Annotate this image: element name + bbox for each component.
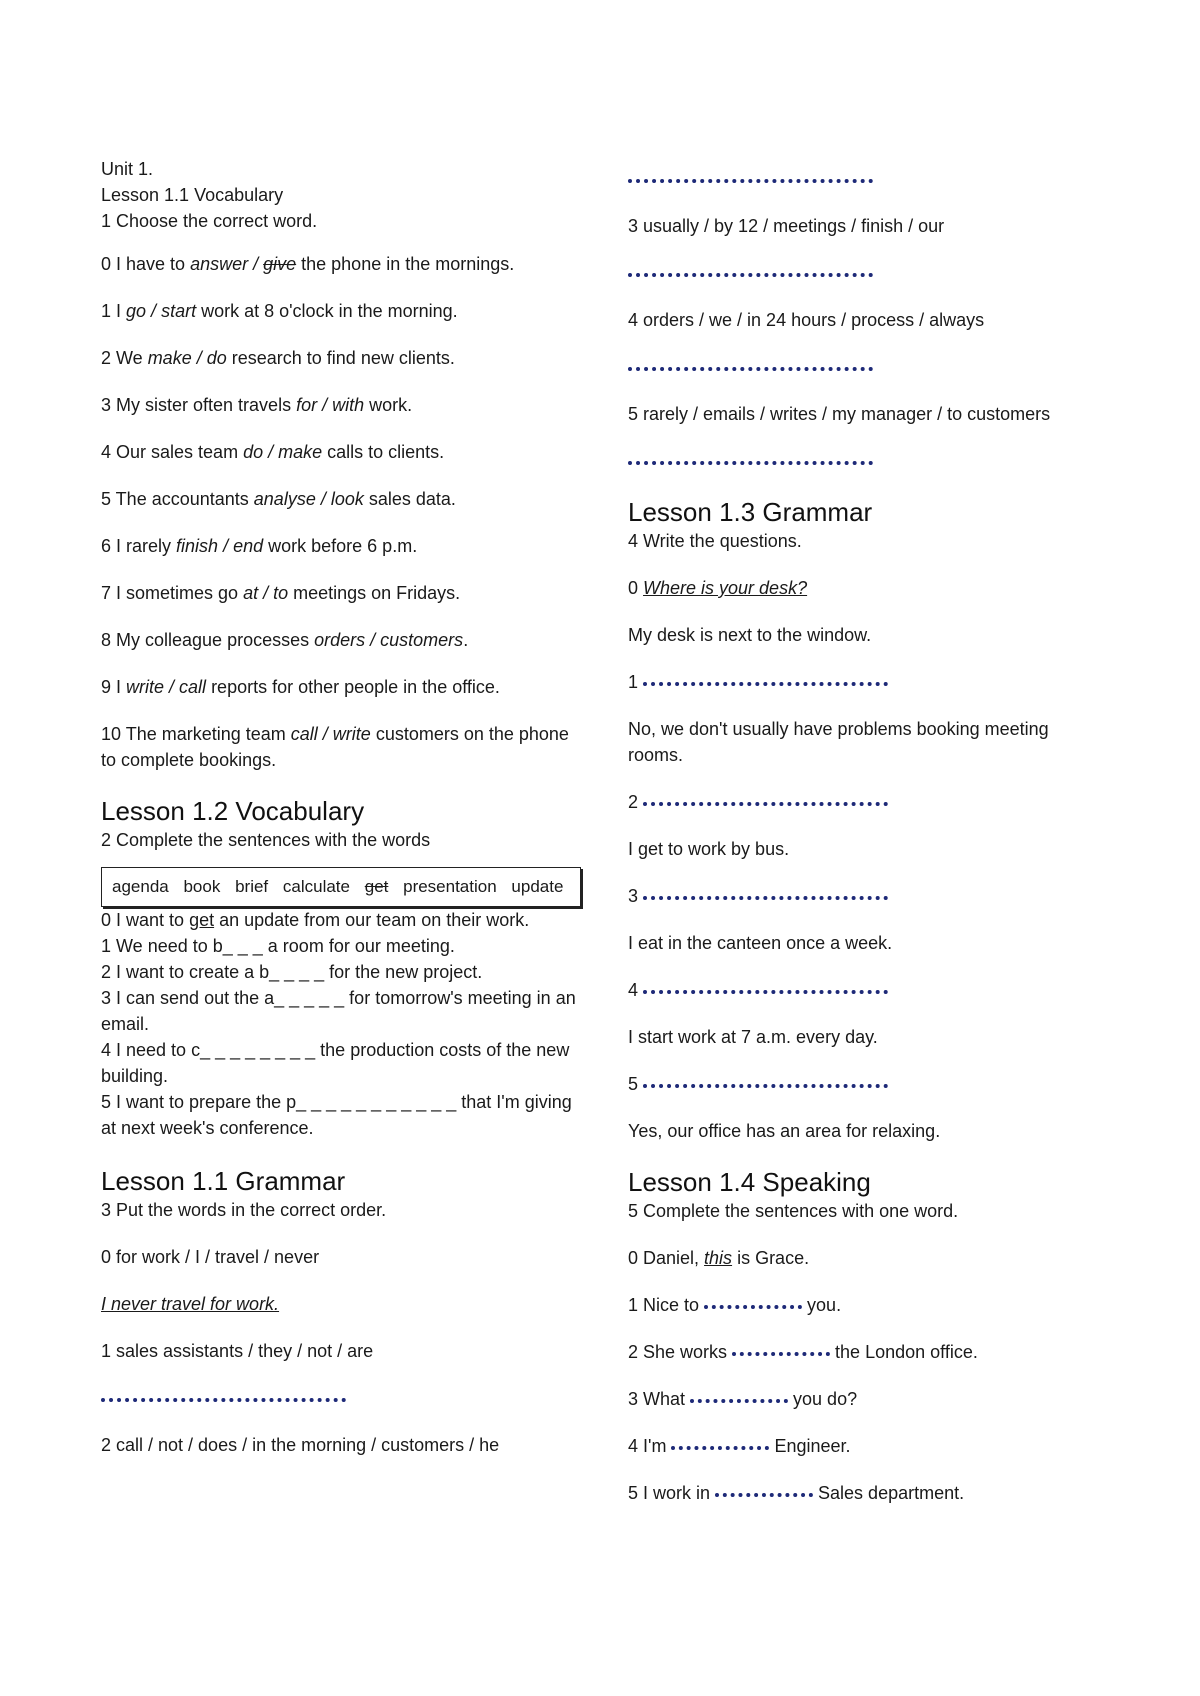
option-1[interactable]: at bbox=[243, 583, 259, 603]
vocab-item bbox=[101, 580, 586, 606]
exercise-2-list bbox=[101, 933, 586, 1141]
item-text: 5 I work in bbox=[628, 1483, 716, 1503]
question-number: 5 bbox=[628, 1074, 644, 1094]
item-text: work before 6 p.m. bbox=[263, 536, 418, 556]
item-text: 9 I bbox=[101, 677, 127, 697]
answer-line[interactable] bbox=[628, 367, 873, 371]
item-text: the London office. bbox=[830, 1342, 978, 1362]
option-separator: / bbox=[317, 395, 333, 415]
question-number: 4 bbox=[628, 980, 644, 1000]
exercise-2-item: 3 I can send out the a_ _ _ _ _ for tomorrow's meeting in an email. bbox=[101, 988, 576, 1034]
option-1[interactable]: analyse bbox=[253, 489, 316, 509]
vocab-item bbox=[101, 533, 586, 559]
exercise-2-item: 1 We need to b_ _ _ a room for our meeting. bbox=[101, 936, 455, 956]
option-1[interactable]: make bbox=[147, 348, 192, 368]
answer-line[interactable] bbox=[690, 1399, 788, 1403]
example-num: 0 bbox=[628, 578, 644, 598]
question-line bbox=[628, 789, 1108, 815]
right-column bbox=[628, 166, 1108, 1506]
unit-title: Unit 1. bbox=[101, 159, 154, 179]
option-separator: / bbox=[365, 630, 381, 650]
item-text: 2 She works bbox=[628, 1342, 733, 1362]
item-text: 1 Nice to bbox=[628, 1295, 705, 1315]
answer-line[interactable] bbox=[643, 682, 888, 686]
question-line bbox=[628, 977, 1108, 1003]
item-text: 1 I bbox=[101, 301, 127, 321]
option-separator: / bbox=[315, 489, 331, 509]
option-2[interactable]: to bbox=[273, 583, 289, 603]
instruction-2: 2 Complete the sentences with the words bbox=[101, 830, 431, 850]
option-separator: / bbox=[248, 254, 264, 274]
vocab-item bbox=[101, 721, 586, 773]
vocab-item bbox=[101, 439, 586, 465]
vocab-item bbox=[101, 345, 586, 371]
item-text: meetings on Fridays. bbox=[288, 583, 461, 603]
item-text: 6 I rarely bbox=[101, 536, 177, 556]
item-text: 7 I sometimes go bbox=[101, 583, 244, 603]
item-text: research to find new clients. bbox=[226, 348, 455, 368]
questions-example bbox=[628, 575, 1108, 601]
item-text: 5 The accountants bbox=[101, 489, 254, 509]
item-text: Engineer. bbox=[769, 1436, 851, 1456]
grammar-example-answer-text: I never travel for work. bbox=[101, 1294, 280, 1314]
option-separator: / bbox=[146, 301, 162, 321]
instruction-5: 5 Complete the sentences with one word. bbox=[628, 1201, 959, 1221]
example-question: Where is your desk? bbox=[643, 578, 808, 598]
item-text: 2 We bbox=[101, 348, 148, 368]
example-pre: 0 Daniel, bbox=[628, 1248, 705, 1268]
item-text: 0 I have to bbox=[101, 254, 191, 274]
exercise-2-example bbox=[101, 907, 586, 933]
option-1[interactable]: orders bbox=[314, 630, 366, 650]
exercise-2-item: 4 I need to c_ _ _ _ _ _ _ _ the production costs of the new building. bbox=[101, 1040, 570, 1086]
lesson-1-1-grammar-heading: Lesson 1.1 Grammar bbox=[101, 1166, 346, 1196]
grammar-item-1: 1 sales assistants / they / not / are bbox=[101, 1341, 374, 1361]
item-text: 8 My colleague processes bbox=[101, 630, 315, 650]
lesson-1-3-grammar-heading: Lesson 1.3 Grammar bbox=[628, 497, 873, 527]
speaking-item bbox=[628, 1386, 1108, 1412]
grammar-item-2: 2 call / not / does / in the morning / customers / he bbox=[101, 1435, 500, 1455]
vocab-item bbox=[101, 392, 586, 418]
item-text: customers on the phone to complete bookings. bbox=[101, 724, 569, 770]
word-box-word: brief bbox=[235, 877, 269, 896]
grammar-item-4: 4 orders / we / in 24 hours / process / always bbox=[628, 310, 985, 330]
grammar-item-3-answer-line[interactable] bbox=[628, 260, 1108, 286]
answer-line[interactable] bbox=[704, 1305, 802, 1309]
item-text: work at 8 o'clock in the morning. bbox=[196, 301, 458, 321]
item-text: you do? bbox=[788, 1389, 858, 1409]
option-1[interactable]: for bbox=[296, 395, 318, 415]
item-text: the phone in the mornings. bbox=[296, 254, 515, 274]
item-text: 4 Our sales team bbox=[101, 442, 244, 462]
item-text: . bbox=[463, 630, 469, 650]
question-line bbox=[628, 669, 1108, 695]
lesson-1-4-speaking-heading: Lesson 1.4 Speaking bbox=[628, 1167, 871, 1197]
vocab-item bbox=[101, 486, 586, 512]
example-post: an update from our team on their work. bbox=[214, 910, 530, 930]
answer-line[interactable] bbox=[101, 1398, 346, 1402]
item-text: work. bbox=[364, 395, 413, 415]
speaking-item bbox=[628, 1433, 1108, 1459]
answer-line[interactable] bbox=[643, 802, 888, 806]
option-separator: / bbox=[317, 724, 333, 744]
option-1[interactable]: go bbox=[126, 301, 147, 321]
answer-line[interactable] bbox=[628, 179, 873, 183]
word-box-word: calculate bbox=[282, 877, 350, 896]
option-2[interactable]: do bbox=[206, 348, 227, 368]
example-word: get bbox=[189, 910, 215, 930]
option-1[interactable]: finish bbox=[176, 536, 219, 556]
question-answer: No, we don't usually have problems booking meeting rooms. bbox=[628, 719, 1049, 765]
lesson-1-1-vocab-title: Lesson 1.1 Vocabulary bbox=[101, 185, 284, 205]
option-separator: / bbox=[258, 583, 274, 603]
instruction-3: 3 Put the words in the correct order. bbox=[101, 1200, 387, 1220]
item-text: reports for other people in the office. bbox=[206, 677, 500, 697]
grammar-example-prompt: 0 for work / I / travel / never bbox=[101, 1247, 320, 1267]
grammar-item-3: 3 usually / by 12 / meetings / finish / our bbox=[628, 216, 945, 236]
vocab-item bbox=[101, 298, 586, 324]
questions-example-answer: My desk is next to the window. bbox=[628, 625, 872, 645]
answer-line[interactable] bbox=[671, 1446, 769, 1450]
word-box-word: presentation bbox=[403, 877, 497, 896]
item-text: 3 What bbox=[628, 1389, 691, 1409]
grammar-item-2-answer-line[interactable] bbox=[628, 166, 1108, 192]
word-box-word: book bbox=[183, 877, 221, 896]
option-1[interactable]: do bbox=[243, 442, 264, 462]
grammar-item-5: 5 rarely / emails / writes / my manager / to customers bbox=[628, 404, 1051, 424]
option-2[interactable]: start bbox=[161, 301, 197, 321]
question-answer: I start work at 7 a.m. every day. bbox=[628, 1027, 878, 1047]
option-2[interactable]: write bbox=[332, 724, 371, 744]
option-2[interactable]: look bbox=[330, 489, 364, 509]
question-number: 1 bbox=[628, 672, 644, 692]
item-text: sales data. bbox=[363, 489, 456, 509]
option-2[interactable]: customers bbox=[380, 630, 464, 650]
speaking-item bbox=[628, 1339, 1108, 1365]
item-text: 4 I'm bbox=[628, 1436, 672, 1456]
item-text: you. bbox=[802, 1295, 842, 1315]
instruction-1: 1 Choose the correct word. bbox=[101, 211, 318, 231]
grammar-item-4-answer-line[interactable] bbox=[628, 354, 1108, 380]
answer-line[interactable] bbox=[628, 461, 873, 465]
item-text: calls to clients. bbox=[322, 442, 445, 462]
exercise-2-item: 5 I want to prepare the p_ _ _ _ _ _ _ _ _ _ _ that I'm giving at next week's conference. bbox=[101, 1092, 572, 1138]
question-number: 3 bbox=[628, 886, 644, 906]
item-text: 10 The marketing team bbox=[101, 724, 291, 744]
grammar-item-1-answer-line[interactable] bbox=[101, 1385, 586, 1411]
example-word: this bbox=[704, 1248, 733, 1268]
answer-line[interactable] bbox=[643, 990, 888, 994]
word-box-word: agenda bbox=[112, 877, 169, 896]
option-2[interactable]: call bbox=[179, 677, 207, 697]
questions-list bbox=[628, 669, 1108, 1144]
grammar-example-answer bbox=[101, 1291, 586, 1317]
word-box-word: get bbox=[364, 877, 389, 896]
option-2[interactable]: end bbox=[233, 536, 264, 556]
option-2[interactable]: with bbox=[332, 395, 365, 415]
answer-line[interactable] bbox=[715, 1493, 813, 1497]
option-2[interactable]: give bbox=[263, 254, 297, 274]
option-1[interactable]: call bbox=[290, 724, 318, 744]
speaking-example bbox=[628, 1245, 1108, 1271]
question-answer: I get to work by bus. bbox=[628, 839, 790, 859]
option-separator: / bbox=[191, 348, 207, 368]
speaking-list bbox=[628, 1292, 1108, 1506]
question-line bbox=[628, 1071, 1108, 1097]
item-text: 3 My sister often travels bbox=[101, 395, 297, 415]
question-answer: I eat in the canteen once a week. bbox=[628, 933, 893, 953]
answer-line[interactable] bbox=[628, 273, 873, 277]
example-pre: 0 I want to bbox=[101, 910, 190, 930]
question-answer: Yes, our office has an area for relaxing. bbox=[628, 1121, 941, 1141]
answer-line[interactable] bbox=[643, 1084, 888, 1088]
instruction-4: 4 Write the questions. bbox=[628, 531, 802, 551]
vocab-item bbox=[101, 627, 586, 653]
item-text: Sales department. bbox=[813, 1483, 965, 1503]
speaking-item bbox=[628, 1292, 1108, 1318]
example-post: is Grace. bbox=[732, 1248, 810, 1268]
speaking-item bbox=[628, 1480, 1108, 1506]
option-separator: / bbox=[218, 536, 234, 556]
answer-line[interactable] bbox=[643, 896, 888, 900]
option-1[interactable]: answer bbox=[190, 254, 249, 274]
word-box bbox=[101, 867, 581, 907]
left-column bbox=[101, 156, 586, 1458]
question-number: 2 bbox=[628, 792, 644, 812]
word-box-word: update bbox=[511, 877, 564, 896]
vocab-item bbox=[101, 251, 586, 277]
exercise-2-item: 2 I want to create a b_ _ _ _ for the new project. bbox=[101, 962, 483, 982]
option-separator: / bbox=[263, 442, 279, 462]
question-line bbox=[628, 883, 1108, 909]
option-separator: / bbox=[164, 677, 180, 697]
option-1[interactable]: write bbox=[126, 677, 165, 697]
option-2[interactable]: make bbox=[278, 442, 323, 462]
lesson-1-2-vocab-heading: Lesson 1.2 Vocabulary bbox=[101, 796, 365, 826]
vocab-item-list bbox=[101, 251, 586, 773]
answer-line[interactable] bbox=[732, 1352, 830, 1356]
vocab-item bbox=[101, 674, 586, 700]
grammar-item-5-answer-line[interactable] bbox=[628, 448, 1108, 474]
